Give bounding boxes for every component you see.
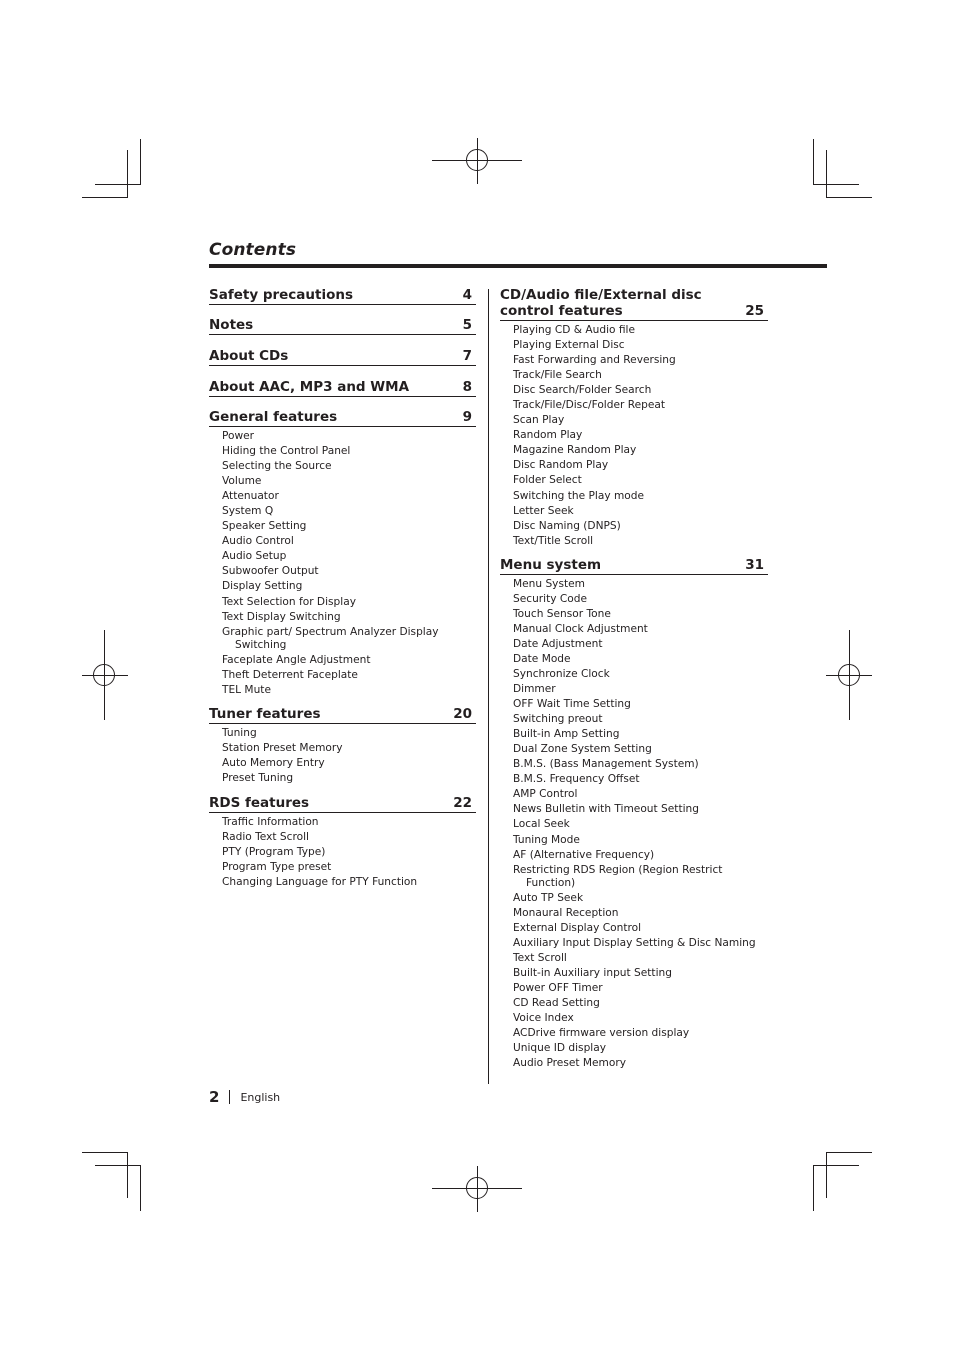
toc-subitem[interactable]: Changing Language for PTY Function	[222, 876, 418, 889]
toc-left-column	[209, 287, 476, 890]
toc-subitem[interactable]: Restricting RDS Region (Region Restrict Function)	[513, 863, 723, 889]
registration-circle-right	[838, 664, 860, 686]
toc-subitem[interactable]: AF (Alternative Frequency)	[513, 848, 655, 861]
toc-subitem[interactable]: Faceplate Angle Adjustment	[222, 653, 371, 666]
toc-subitem[interactable]: Speaker Setting	[222, 520, 307, 533]
section-page: 7	[462, 348, 472, 364]
toc-subitem[interactable]: Track/File Search	[513, 369, 602, 382]
section-page: 8	[462, 379, 472, 395]
toc-subitem[interactable]: Security Code	[513, 592, 587, 605]
crop-mark-bottom-right-h2	[813, 1165, 859, 1166]
toc-subitem[interactable]: AMP Control	[513, 788, 578, 801]
crop-mark-top-right-h2	[813, 184, 859, 185]
toc-subitem[interactable]: CD Read Setting	[513, 996, 600, 1009]
toc-subitem[interactable]: Display Setting	[222, 580, 303, 593]
crop-mark-bottom-left-v	[127, 1152, 128, 1198]
toc-subitem[interactable]: Menu System	[513, 577, 585, 590]
toc-subitem[interactable]: Subwoofer Output	[222, 565, 319, 578]
section-title: CD/Audio file/External disc control features	[500, 287, 702, 319]
toc-entry-about-aac-mp3-wma[interactable]	[209, 379, 476, 397]
section-page: 22	[453, 794, 472, 811]
section-title: General features	[209, 409, 338, 425]
crop-mark-bottom-left-h	[82, 1152, 128, 1153]
toc-subitem[interactable]: Text Selection for Display	[222, 595, 356, 608]
toc-subitem[interactable]: Audio Preset Memory	[513, 1057, 626, 1070]
toc-subitem[interactable]: B.M.S. (Bass Management System)	[513, 758, 699, 771]
toc-subitem[interactable]: Manual Clock Adjustment	[513, 622, 648, 635]
crop-mark-top-left-h2	[95, 184, 141, 185]
toc-subitem[interactable]: Audio Control	[222, 535, 294, 548]
toc-subitem[interactable]: OFF Wait Time Setting	[513, 698, 631, 711]
toc-subitem[interactable]: Selecting the Source	[222, 460, 332, 473]
toc-subitem[interactable]: Tuning Mode	[513, 833, 580, 846]
toc-subitem[interactable]: B.M.S. Frequency Offset	[513, 773, 640, 786]
toc-entry-safety-precautions[interactable]	[209, 287, 476, 305]
crop-mark-top-right-v2	[813, 139, 814, 185]
toc-subitem[interactable]: Station Preset Memory	[222, 741, 343, 754]
toc-right-column	[500, 287, 768, 1071]
toc-entry-about-cds[interactable]	[209, 348, 476, 366]
page-number: 2	[209, 1088, 220, 1106]
toc-subitems-cd-audio-file-external-disc	[500, 321, 768, 549]
toc-section-about-aac-mp3-wma	[209, 379, 476, 397]
toc-subitem[interactable]: Theft Deterrent Faceplate	[222, 668, 358, 681]
crop-mark-bottom-left-h2	[95, 1165, 141, 1166]
section-title: About CDs	[209, 348, 289, 364]
toc-subitem[interactable]: PTY (Program Type)	[222, 846, 326, 859]
crop-mark-bottom-left-v2	[140, 1165, 141, 1211]
section-title: Safety precautions	[209, 287, 354, 303]
toc-subitem[interactable]: Dual Zone System Setting	[513, 743, 652, 756]
toc-section-cd-audio-file-external-disc	[500, 287, 768, 549]
section-page: 20	[453, 705, 472, 722]
crop-mark-top-right-h	[826, 197, 872, 198]
section-page: 9	[462, 409, 472, 425]
toc-subitem[interactable]: Attenuator	[222, 490, 279, 503]
footer-divider	[229, 1090, 230, 1104]
toc-subitem[interactable]: Auto TP Seek	[513, 891, 584, 904]
toc-subitem[interactable]: Letter Seek	[513, 504, 574, 517]
toc-subitem[interactable]: Radio Text Scroll	[222, 830, 309, 843]
title-rule	[209, 264, 827, 268]
toc-section-notes	[209, 317, 476, 335]
crop-mark-top-left-v	[127, 150, 128, 198]
section-title: RDS features	[209, 794, 310, 811]
toc-subitem[interactable]: Unique ID display	[513, 1042, 607, 1055]
toc-subitem[interactable]: Power	[222, 430, 255, 442]
toc-subitem[interactable]: System Q	[222, 505, 274, 518]
toc-section-tuner-features	[209, 706, 476, 786]
page-footer	[209, 1088, 280, 1106]
toc-subitem[interactable]: Playing External Disc	[513, 339, 625, 352]
toc-subitem[interactable]: Text Display Switching	[222, 610, 341, 623]
toc-subitem[interactable]: Local Seek	[513, 818, 570, 831]
toc-subitem[interactable]: Scan Play	[513, 414, 565, 427]
registration-circle-top	[466, 149, 488, 171]
toc-subitem[interactable]: Auto Memory Entry	[222, 756, 325, 769]
crop-mark-bottom-right-h	[826, 1152, 872, 1153]
toc-subitem[interactable]: Switching the Play mode	[513, 489, 645, 502]
toc-subitem[interactable]: Built-in Auxiliary input Setting	[513, 966, 672, 979]
section-page: 4	[462, 287, 472, 303]
toc-subitem[interactable]: Text/Title Scroll	[513, 534, 594, 547]
toc-subitem[interactable]: Date Adjustment	[513, 637, 603, 650]
toc-subitem[interactable]: Switching preout	[513, 713, 603, 726]
section-page: 5	[462, 317, 472, 333]
toc-subitem[interactable]: Folder Select	[513, 474, 582, 487]
toc-subitem[interactable]: TEL Mute	[222, 683, 271, 696]
crop-mark-bottom-right-v	[826, 1152, 827, 1198]
section-title: Menu system	[500, 556, 602, 573]
toc-subitems-tuner-features	[209, 724, 476, 786]
crop-mark-top-left-h	[82, 197, 128, 198]
toc-subitem[interactable]: News Bulletin with Timeout Setting	[513, 803, 699, 816]
registration-circle-bottom	[466, 1177, 488, 1199]
toc-subitem[interactable]: Text Scroll	[513, 951, 567, 964]
crop-mark-top-left-v2	[140, 139, 141, 185]
toc-subitem[interactable]: Monaural Reception	[513, 906, 619, 919]
toc-subitems-rds-features	[209, 813, 476, 890]
crop-mark-bottom-right-v2	[813, 1165, 814, 1211]
toc-section-safety-precautions	[209, 287, 476, 305]
toc-subitem[interactable]: Magazine Random Play	[513, 444, 637, 457]
toc-subitem[interactable]: Graphic part/ Spectrum Analyzer Display Switching	[222, 625, 439, 651]
toc-entry-rds-features[interactable]	[209, 795, 476, 813]
toc-entry-tuner-features[interactable]	[209, 706, 476, 724]
toc-subitem[interactable]: Track/File/Disc/Folder Repeat	[513, 399, 665, 412]
section-page: 31	[745, 556, 764, 573]
toc-subitem[interactable]: Power OFF Timer	[513, 981, 603, 994]
toc-section-general-features	[209, 409, 476, 698]
toc-subitem[interactable]: Tuning	[222, 726, 257, 739]
toc-subitem[interactable]: Built-in Amp Setting	[513, 728, 620, 741]
toc-subitem[interactable]: Disc Naming (DNPS)	[513, 519, 621, 532]
toc-subitems-menu-system	[500, 575, 768, 1071]
toc-subitem[interactable]: Touch Sensor Tone	[513, 607, 611, 620]
toc-subitem[interactable]: External Display Control	[513, 921, 642, 934]
toc-subitem[interactable]: Disc Random Play	[513, 459, 609, 472]
toc-entry-general-features[interactable]	[209, 409, 476, 427]
toc-subitem[interactable]: Voice Index	[513, 1011, 574, 1024]
toc-subitem[interactable]: Synchronize Clock	[513, 667, 610, 680]
toc-subitem[interactable]: ACDrive firmware version display	[513, 1027, 690, 1040]
registration-circle-left	[93, 664, 115, 686]
toc-subitem[interactable]: Random Play	[513, 429, 583, 442]
page-title: Contents	[209, 240, 297, 260]
toc-section-about-cds	[209, 348, 476, 366]
toc-subitem[interactable]: Date Mode	[513, 652, 571, 665]
section-title: Notes	[209, 317, 254, 333]
toc-section-rds-features	[209, 795, 476, 890]
toc-subitem[interactable]: Preset Tuning	[222, 771, 294, 784]
toc-subitem[interactable]: Volume	[222, 475, 262, 488]
toc-subitem[interactable]: Fast Forwarding and Reversing	[513, 354, 676, 367]
toc-subitem[interactable]: Auxiliary Input Display Setting & Disc Naming	[513, 936, 756, 949]
toc-subitem[interactable]: Dimmer	[513, 683, 556, 696]
toc-subitem[interactable]: Program Type preset	[222, 861, 332, 874]
section-title: Tuner features	[209, 705, 321, 722]
crop-mark-top-right-v	[826, 150, 827, 198]
toc-subitem[interactable]: Traffic Information	[222, 815, 319, 828]
toc-section-menu-system	[500, 557, 768, 1071]
toc-subitem[interactable]: Hiding the Control Panel	[222, 445, 351, 458]
toc-entry-cd-audio-file-external-disc[interactable]	[500, 287, 768, 321]
footer-language: English	[240, 1090, 281, 1104]
toc-entry-notes[interactable]	[209, 317, 476, 335]
section-title: About AAC, MP3 and WMA	[209, 379, 410, 395]
section-page: 25	[745, 303, 764, 319]
toc-subitems-general-features	[209, 427, 476, 698]
toc-subitem[interactable]: Playing CD & Audio file	[513, 324, 636, 336]
toc-entry-menu-system[interactable]	[500, 557, 768, 575]
column-divider	[488, 289, 489, 1084]
toc-subitem[interactable]: Disc Search/Folder Search	[513, 384, 652, 397]
toc-subitem[interactable]: Audio Setup	[222, 550, 287, 563]
